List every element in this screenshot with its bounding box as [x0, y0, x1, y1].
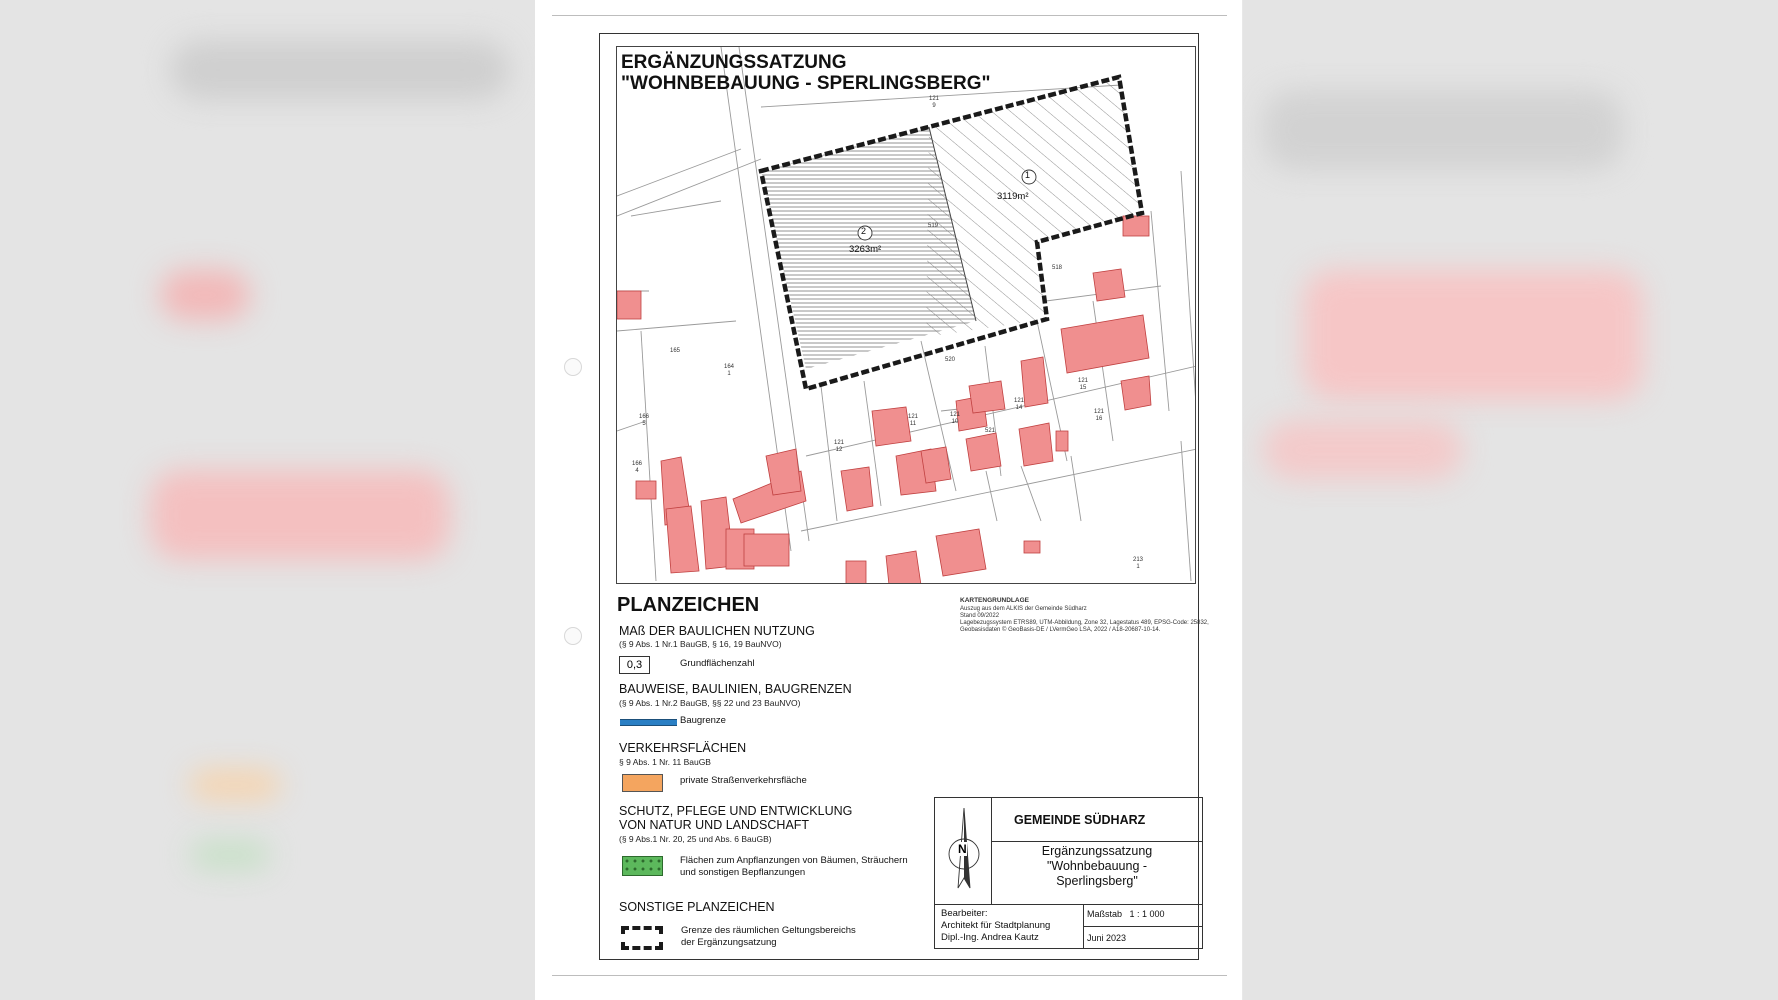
project-title-line: Ergänzungssatzung: [1041, 844, 1153, 858]
area-1-size: 3119m²: [997, 191, 1029, 202]
blurred-background-right: [1243, 0, 1778, 1000]
baugrenze-label: Baugrenze: [680, 715, 726, 726]
parcel-label: 121 14: [1014, 398, 1025, 411]
legend-heading: PLANZEICHEN: [617, 594, 760, 616]
massstab-label: Maßstab 1 : 1 000: [1087, 909, 1165, 919]
pflanz-label: [680, 855, 908, 879]
grz-symbol: 0,3: [619, 656, 650, 674]
divider: [552, 975, 1227, 976]
parcel-label: 121 12: [834, 440, 845, 453]
area-2-number: 2: [861, 226, 867, 236]
parcel-label: 521: [985, 428, 996, 434]
pflanz-label-line: Flächen zum Anpflanzungen von Bäumen, Sträuchern: [680, 855, 908, 866]
parcel-label: 213 1: [1133, 557, 1144, 570]
grz-label: Grundflächenzahl: [680, 658, 755, 669]
area-2-size: 3263m²: [849, 244, 882, 255]
blurred-background-left: [0, 0, 535, 1000]
parcel-label: 121 15: [1078, 378, 1089, 391]
bearbeiter-block: [941, 908, 1050, 944]
grenze-label-line: Grenze des räumlichen Geltungsbereichs: [681, 925, 856, 936]
punch-hole: [564, 358, 582, 376]
site-map: [616, 46, 1196, 584]
legend-section-subtitle: (§ 9 Abs. 1 Nr.1 BauGB, § 16, 19 BauNVO): [619, 639, 782, 649]
baugrenze-symbol: [620, 719, 677, 726]
north-label: N: [958, 842, 967, 856]
legend-section-title: [619, 804, 852, 832]
parcel-label: 121 10: [950, 412, 961, 425]
plan-title: [621, 52, 991, 94]
legend-section-title-line: VON NATUR UND LANDSCHAFT: [619, 818, 810, 832]
bearbeiter-line: Dipl.-Ing. Andrea Kautz: [941, 932, 1039, 943]
legend-section-title: SONSTIGE PLANZEICHEN: [619, 900, 775, 914]
datum-label: Juni 2023: [1087, 933, 1127, 943]
parcel-label: 165: [670, 348, 681, 354]
project-title-line: "Wohnbebauung -: [1046, 859, 1148, 873]
legend-section-subtitle: (§ 9 Abs.1 Nr. 20, 25 und Abs. 6 BauGB): [619, 834, 772, 844]
plan-title-line2: "WOHNBEBAUUNG - SPERLINGSBERG": [621, 73, 991, 94]
map-drawing: [617, 47, 1196, 584]
pflanz-symbol: [622, 856, 663, 876]
kartengrundlage-line: Lagebezugssystem ETRS89, UTM-Abbildung, Zone 32, Lagestatus 489, EPSG-Code: 25832,: [960, 620, 1209, 626]
parcel-label: 121 9: [929, 96, 940, 109]
kartengrundlage-heading: KARTENGRUNDLAGE: [960, 597, 1029, 604]
bearbeiter-line: Architekt für Stadtplanung: [941, 920, 1051, 931]
gemeinde-name: GEMEINDE SÜDHARZ: [1014, 813, 1146, 827]
legend-section-title: VERKEHRSFLÄCHEN: [619, 741, 747, 755]
divider: [552, 15, 1227, 16]
parcel-label: 164 1: [724, 364, 735, 377]
grenze-label-line: der Ergänzungsatzung: [681, 937, 777, 948]
kartengrundlage-line: Stand 09/2022: [960, 613, 1000, 619]
legend-section-subtitle: (§ 9 Abs. 1 Nr.2 BauGB, §§ 22 und 23 BauNVO): [619, 698, 801, 708]
strasse-label: private Straßenverkehrsfläche: [680, 775, 807, 786]
project-title-line: Sperlingsberg": [1056, 874, 1138, 888]
legend-section-title-line: SCHUTZ, PFLEGE UND ENTWICKLUNG: [619, 804, 853, 818]
legend-section-title: MAß DER BAULICHEN NUTZUNG: [619, 624, 815, 638]
parcel-label: 121 16: [1094, 409, 1105, 422]
strasse-symbol: [622, 774, 663, 792]
parcel-label: 166 5: [639, 414, 650, 427]
parcel-label: 518: [1052, 265, 1063, 271]
parcel-label: 121 11: [908, 414, 919, 427]
plan-title-line1: ERGÄNZUNGSSATZUNG: [621, 52, 847, 73]
bearbeiter-label: Bearbeiter:: [941, 908, 988, 919]
grenze-symbol: [621, 926, 663, 950]
kartengrundlage-line: Auszug aus dem ALKIS der Gemeinde Südharz: [960, 606, 1087, 612]
kartengrundlage-line: Geobasisdaten © GeoBasis-DE / LVermGeo LSA, 2022 / A18-20687-10-14.: [960, 627, 1161, 633]
project-title: [991, 844, 1203, 889]
grenze-label: [681, 925, 856, 949]
legend-section-subtitle: § 9 Abs. 1 Nr. 11 BauGB: [619, 757, 711, 767]
pflanz-label-line: und sonstigen Bepflanzungen: [680, 867, 806, 878]
legend-section-title: BAUWEISE, BAULINIEN, BAUGRENZEN: [619, 682, 852, 696]
area-1-number: 1: [1025, 170, 1031, 180]
parcel-label: 519: [928, 223, 939, 229]
parcel-label: 166 4: [632, 461, 643, 474]
punch-hole: [564, 627, 582, 645]
parcel-label: 520: [945, 357, 956, 363]
